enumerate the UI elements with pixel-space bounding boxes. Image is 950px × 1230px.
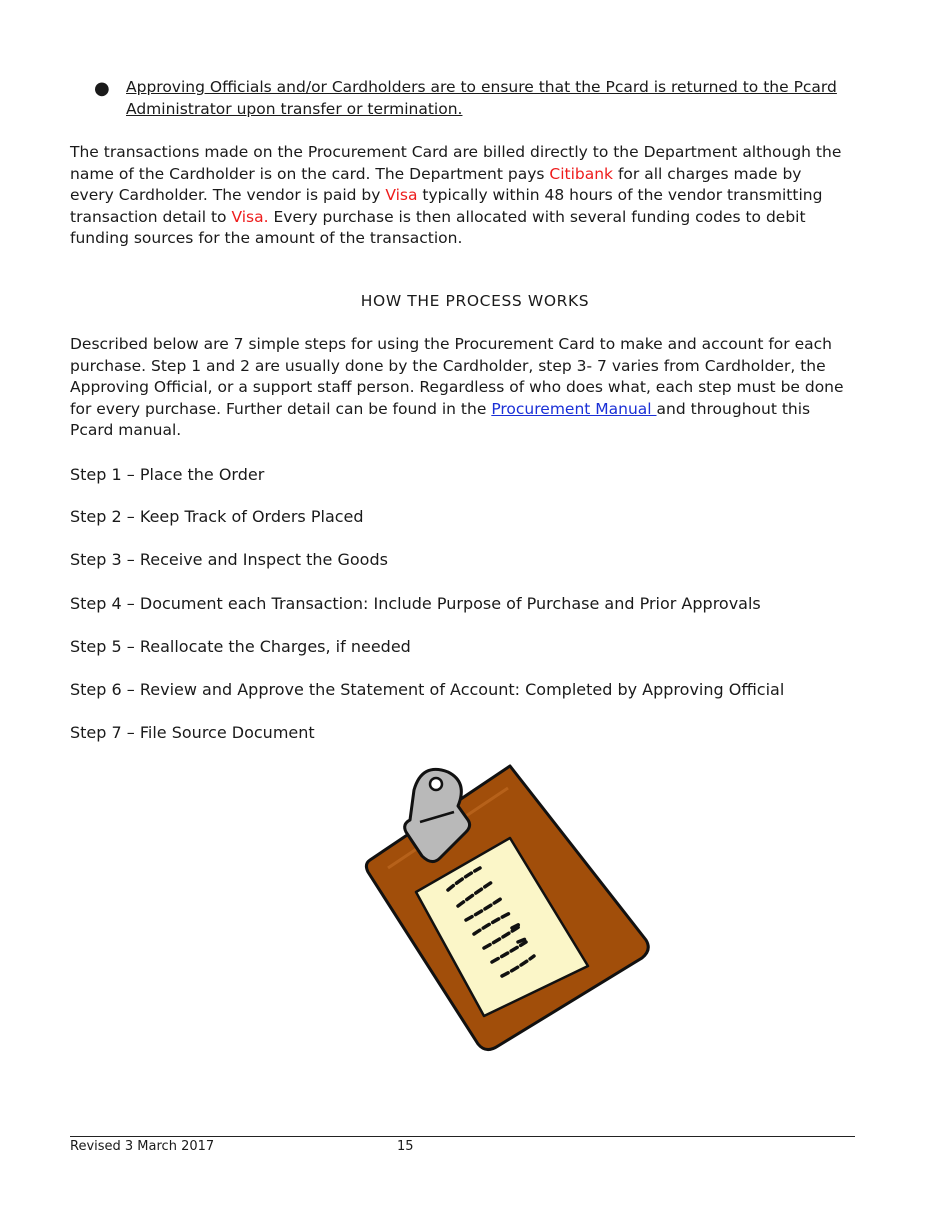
footer-divider <box>70 1136 855 1137</box>
section-heading: HOW THE PROCESS WORKS <box>360 292 590 310</box>
step-1: Step 1 – Place the Order <box>70 465 265 484</box>
visa-text-2: Visa. <box>231 207 269 226</box>
intro-text-1: The transactions made on the Procurement Card are billed directly to the Department although the name of the Cardholder is on the card. The Department pays <box>70 143 842 183</box>
footer-page-number: 15 <box>397 1139 414 1154</box>
step-6: Step 6 – Review and Approve the Statement of Account: Completed by Approving Official <box>70 680 785 699</box>
step-2: Step 2 – Keep Track of Orders Placed <box>70 507 364 526</box>
clipboard-icon <box>362 762 654 1052</box>
step-7: Step 7 – File Source Document <box>70 723 315 742</box>
footer-revised-date: Revised 3 March 2017 <box>70 1139 215 1154</box>
step-5: Step 5 – Reallocate the Charges, if needed <box>70 637 411 656</box>
description-text-2: and throughout this Pcard manual. <box>70 399 811 440</box>
step-3: Step 3 – Receive and Inspect the Goods <box>70 550 388 569</box>
citibank-text: Citibank <box>549 164 614 183</box>
intro-text-4: Every purchase is then allocated with several funding codes to debit funding sources for the amount of the transaction. <box>70 207 806 248</box>
step-4: Step 4 – Document each Transaction: Include Purpose of Purchase and Prior Approvals <box>70 594 761 613</box>
procurement-manual-link[interactable]: Procurement Manual <box>491 399 657 418</box>
intro-paragraph <box>70 142 850 250</box>
bullet-icon: ● <box>94 78 110 99</box>
description-paragraph <box>70 334 850 442</box>
visa-text: Visa <box>385 186 418 205</box>
bullet-text: Approving Officials and/or Cardholders are to ensure that the Pcard is returned to the Pcard Administrator upon transfer or termination. <box>126 78 837 118</box>
intro-text-3: typically within 48 hours of the vendor transmitting transaction detail to <box>70 186 823 226</box>
intro-text-2: for all charges made by every Cardholder. The vendor is paid by <box>70 164 802 205</box>
description-text-1: Described below are 7 simple steps for using the Procurement Card to make and account for each purchase. Step 1 and 2 are usually done by the Cardholder, step 3- 7 varies from Cardholder, the Approving Official, or a support staff person. Regardless of who does what, each step must be done for every purchase. Further detail can be found in the <box>70 335 844 418</box>
